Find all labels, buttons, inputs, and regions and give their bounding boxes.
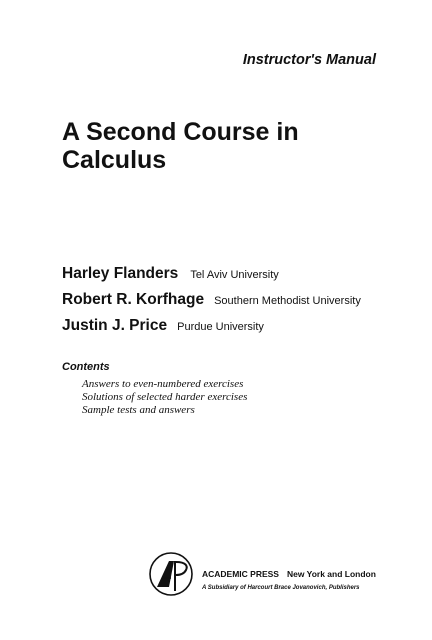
author-entry — [62, 317, 264, 335]
author-affiliation: Southern Methodist University — [214, 295, 361, 307]
author-affiliation: Purdue University — [177, 321, 264, 333]
contents-heading: Contents — [62, 361, 110, 373]
book-title — [62, 118, 299, 174]
publisher-location: New York and London — [286, 569, 376, 579]
contents-item: Solutions of selected harder exercises — [82, 391, 248, 403]
author-name: Robert R. Korfhage — [62, 291, 205, 308]
author-affiliation: Tel Aviv University — [190, 269, 279, 281]
publisher-name: ACADEMIC PRESS — [202, 569, 279, 579]
publisher-line — [202, 569, 376, 579]
contents-list — [82, 378, 247, 417]
manual-label: Instructor's Manual — [242, 52, 376, 68]
contents-item: Sample tests and answers — [82, 404, 195, 416]
book-title-line-2: Calculus — [62, 146, 167, 174]
book-title-line-1: A Second Course in — [62, 118, 299, 146]
academic-press-logo-icon — [147, 551, 195, 597]
author-name: Justin J. Price — [62, 317, 168, 334]
publisher-subsidiary: A Subsidiary of Harcourt Brace Jovanovich, Publishers — [202, 585, 360, 591]
author-entry — [62, 265, 279, 283]
author-entry — [62, 291, 361, 309]
author-name: Harley Flanders — [62, 265, 179, 282]
contents-item: Answers to even-numbered exercises — [82, 378, 244, 390]
